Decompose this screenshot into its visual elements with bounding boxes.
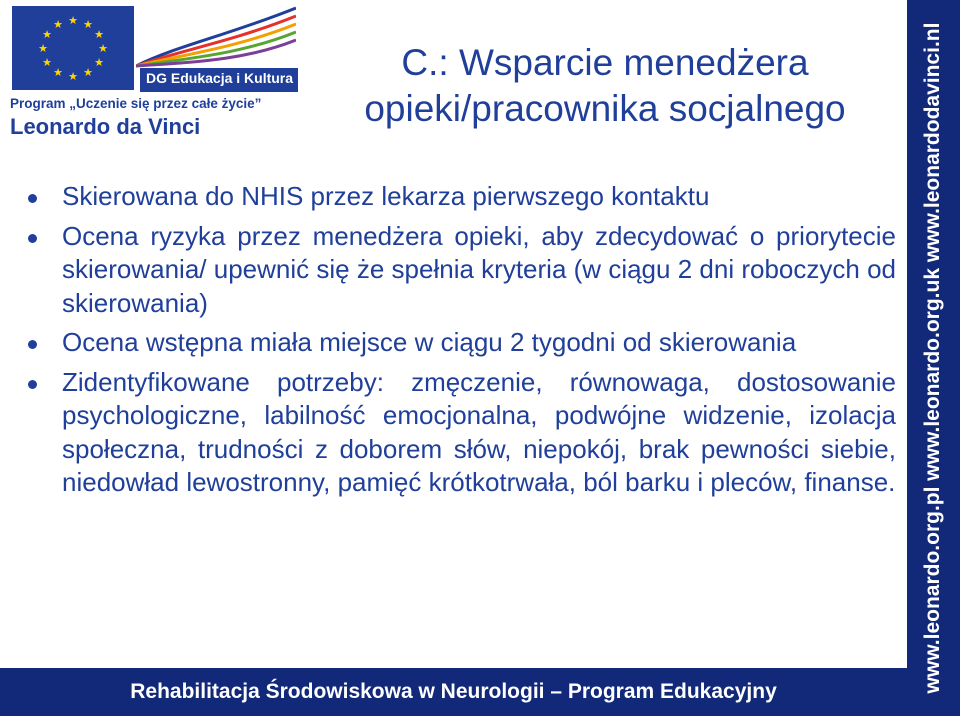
svg-text:★: ★: [68, 14, 78, 27]
svg-text:★: ★: [42, 28, 52, 41]
svg-text:★: ★: [94, 28, 104, 41]
bullet-item: [24, 220, 896, 321]
bullet-text: Zidentyfikowane potrzeby: zmęczenie, równowaga, dostosowanie psychologiczne, labilność emocjonalna, podwójne widzenie, izolacja społeczna, trudności z doborem słów, niepokój, brak pewności siebie, niedowład lewostronny, pamięć krótkotrwała, ból barku i pleców, finanse.: [62, 366, 896, 497]
side-urls: www.leonardo.org.pl www.leonardo.org.uk www.leonardodavinci.nl: [921, 22, 944, 694]
bullet-dot-icon: [28, 234, 37, 243]
footer-text: Rehabilitacja Środowiskowa w Neurologii – Program Edukacyjny: [130, 680, 777, 703]
bullet-list: [24, 180, 896, 506]
program-label: Program „Uczenie się przez całe życie”: [10, 96, 262, 111]
bullet-text: Ocena ryzyka przez menedżera opieki, aby zdecydować o priorytecie skierowania/ upewnić się że spełnia kryteria (w ciągu 2 dni roboczych od skierowania): [62, 220, 896, 318]
bullet-text: Ocena wstępna miała miejsce w ciągu 2 tygodni od skierowania: [62, 327, 797, 357]
eu-flag-icon: [12, 6, 134, 90]
svg-text:★: ★: [94, 56, 104, 69]
dg-label: DG Edukacja i Kultura: [146, 70, 294, 86]
bullet-item: [24, 366, 896, 500]
bullet-text: Skierowana do NHIS przez lekarza pierwszego kontaktu: [62, 181, 710, 211]
bullet-dot-icon: [28, 380, 37, 389]
wave-graphic-icon: [136, 6, 296, 68]
svg-text:★: ★: [53, 18, 63, 31]
bullet-item: [24, 180, 896, 214]
svg-text:★: ★: [68, 70, 78, 83]
eu-leonardo-logo: [10, 6, 300, 140]
svg-text:★: ★: [83, 18, 93, 31]
leonardo-label: Leonardo da Vinci: [10, 114, 201, 139]
svg-text:★: ★: [83, 66, 93, 79]
title-line-1: C.: Wsparcie menedżera: [401, 42, 809, 83]
bullet-dot-icon: [28, 194, 37, 203]
bullet-dot-icon: [28, 340, 37, 349]
svg-text:★: ★: [98, 42, 108, 55]
svg-text:★: ★: [42, 56, 52, 69]
svg-text:★: ★: [53, 66, 63, 79]
title-line-2: opieki/pracownika socjalnego: [364, 88, 846, 129]
bullet-item: [24, 326, 896, 360]
svg-text:★: ★: [38, 42, 48, 55]
slide-title: [305, 40, 905, 132]
